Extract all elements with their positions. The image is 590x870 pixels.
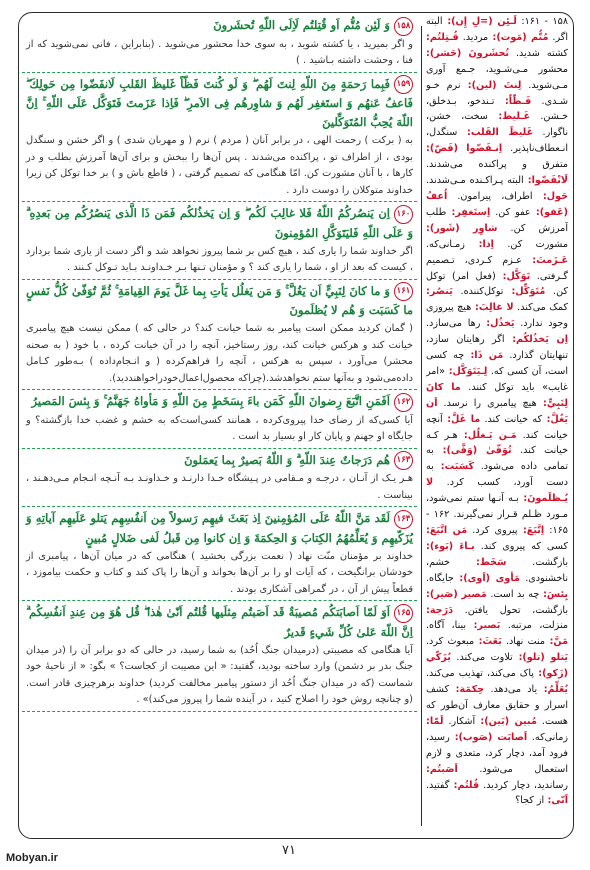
persian-translation: اگر خداوند شما را یاری کند ، هیچ کس بر شما پیروز نخواهد شد و اگر دست از یاری شما بردارد ، کیست که بعد از او ، شما را یاری کند ؟ و مؤمنان تـنها بـر خـداونـد بـاید تـوکل کـنند . bbox=[26, 245, 413, 273]
vocab-term: مُتُّم (مَوت): bbox=[488, 31, 549, 43]
vocab-definition: از کجا؟ bbox=[515, 795, 545, 807]
vocab-term: بَعَثَ: bbox=[474, 636, 502, 648]
vocab-term: لا غالِبَ: bbox=[471, 302, 514, 314]
vocab-term: حِكمَة: bbox=[449, 684, 485, 696]
vocab-term: مَنَّ: bbox=[545, 636, 568, 648]
vocab-definition: رساندید، دچار کردید. bbox=[479, 779, 568, 791]
vocab-term: مَن اتَّبَعَ: bbox=[426, 525, 468, 536]
vocab-term: اِن يَخذُلكُم: bbox=[504, 334, 568, 346]
verse-number-badge: ۱۶۵ bbox=[394, 604, 413, 623]
vocab-definition: هیچ پیروزی وجود ندارد. bbox=[426, 302, 568, 330]
vocab-definition: ۱۶۲ - ۱۶۵: bbox=[426, 509, 568, 536]
verse-block bbox=[22, 601, 417, 712]
vocab-definition: زمانی‌که. bbox=[527, 731, 568, 743]
vocab-definition: پاک می‌کند، تهذیب می‌کند. bbox=[426, 668, 534, 680]
vocab-definition: تـندخو، بـدخلق، خـشن. bbox=[426, 95, 568, 123]
arabic-verse bbox=[26, 451, 413, 471]
persian-translation: آیا هنگامی که مصیبتی (درمیدان جنگ اُحُد) به شما رسید، در حالی که دو برابر آن را (در میدان جنگ بدر بر دشمن) وارد ساخته بودید، گفتید: « این مصیبت از کجاست؟ » بگو: « از ناحیهٔ خود شماست (که در میدان جنگ اُحُد از دستور پیامبر مخالفت کردید) خداوند برهرچیزی قادر است. (و چنانچه روش خود را اصلاح کنید ، در آینده شما را پیروز می‌کند)» . bbox=[26, 644, 413, 705]
persian-translation: هـر یـک از آنـان ، درجـه و مـقامی در پـیشگاه خـدا دارنـد و خـداونـد بـه آنـچه انـجام مـی‌دهـند ، بیناست . bbox=[26, 473, 413, 501]
vocab-term: اِذا: bbox=[464, 238, 494, 250]
persian-translation: خداوند بر مؤمنان منّت نهاد ( نعمت بزرگی بخشید ) هنگامی که در میان آن‌ها ، پیامبری از خودشان برانگیخت ، که آیات او را بر آن‌ها بخواند و آن‌ها را پاک کند و کتاب و حکمت بیاموزد ، قطعاً پیش از آن ، در گمراهی آشکاری بودند . bbox=[26, 550, 413, 595]
arabic-verse bbox=[26, 603, 413, 642]
vocab-term: فَـظّاً: bbox=[494, 95, 532, 107]
vocab-definition: به دست آورد، کسب کرد. bbox=[426, 461, 568, 489]
vocab-definition: اطراف، پیرامون. bbox=[447, 190, 533, 202]
vocab-term: مَأوی (اَوی): bbox=[453, 572, 520, 584]
vocab-definition: آشکار. bbox=[443, 715, 476, 727]
vocab-definition: یاد می‌دهد. bbox=[484, 684, 538, 696]
vocab-definition: محشور مـی‌شـوید، جـمع آوری مـی‌شوید. bbox=[426, 63, 568, 91]
vocab-definition: البته پـراکـنده مـی‌شدند. bbox=[426, 175, 524, 187]
vocab-term: تُحشَرونَ (حَشر): bbox=[426, 47, 509, 59]
vocab-term: يُعَلِّمُ: bbox=[537, 684, 568, 696]
vocab-definition: منزلت، مرتبه. bbox=[500, 620, 568, 632]
persian-translation: به ( برکت ) رحمت الهی ، در برابر آنان ( مردم ) نرم ( و مهربان شدی ) و اگر خشن و سنگدل بودی ، از اطراف تو ، پراکنده می‌شدند . پس آن‌ها را ببخش و برای آن‌ها آمرزش بطلب و در کارها ، با آنان مشورت کن. امّا هنگامی که تصمیم گرفتی ، ( قاطع باش و ) بر خدا توکل کن زیرا خداوند متوکلان را دوست دارد . bbox=[26, 135, 413, 196]
vocabulary-column bbox=[426, 14, 568, 834]
verse-block bbox=[22, 507, 417, 601]
vocab-term: قُلتُم: bbox=[449, 779, 480, 791]
vocab-term: اَصابَت (صَوب): bbox=[449, 731, 528, 743]
persian-translation: ( گمان کردید ممکن است پیامبر به شما خیانت کند؟ در حالی که ) ممکن نیست هیچ پیامبری خیانت کند و هرکس خیانت کند، روز رستاخیز، آنچه را در آن خیانت کرده ، با خود ( به صحنه محشر) می‌آورد ، سپس به هرکس ، آنچه را فراهم‌کرده ( و انـجام‌داده ) بـه‌طور کـامل داده‌می‌شود و به‌آنها ستم نخواهد‌شد.(چراکه محصول‌اعمال‌خود‌را‌خواهند‌دید). bbox=[26, 323, 413, 384]
vocab-definition: سنگدل، انـعطاف‌ناپذیر. bbox=[426, 127, 568, 155]
vocab-definition: کشف اسرار و حقایق معارف آن‌طور که هست. bbox=[426, 684, 568, 727]
vocab-definition: مشورت کن. bbox=[493, 238, 568, 250]
vocab-term: بـاءَ (بَوء): bbox=[426, 540, 475, 552]
verse-number-badge: ۱۵۸ bbox=[394, 17, 413, 36]
arabic-verse-text: وَ ما كانَ لِنَبِيٍّ اَن يَغُلَّ ۚ وَ مَن يَغلُل يَأتِ بِما غَلَّ يَومَ القِيامَةِ ۚ ثُمَّ تُوَفّىٰ كُلُّ نَفسٍ ما كَسَبَت وَ هُم لا يُظلَمونَ bbox=[26, 283, 413, 317]
arabic-verse bbox=[26, 509, 413, 548]
vocab-term: لا يُـظلَمونَ: bbox=[426, 477, 568, 505]
vocab-definition: مبعوث کرد. bbox=[426, 636, 475, 648]
vocab-term: اَنّی: bbox=[544, 795, 568, 807]
vocab-definition: که خیانت کند. bbox=[480, 413, 543, 425]
vocab-definition: منت نهاد. bbox=[501, 636, 546, 648]
vocab-definition: کمک می‌کند. bbox=[513, 302, 568, 314]
vocab-term: بَصیر: bbox=[466, 620, 501, 632]
vocab-term: لَمّا: bbox=[426, 715, 444, 727]
vocab-term: مَصیر (صَیر): bbox=[426, 588, 487, 600]
vocab-definition: عفو کن. bbox=[490, 206, 531, 218]
vocab-term: يُزَكّي (زَكو): bbox=[426, 652, 568, 680]
vocab-term: مُبین (بَین): bbox=[475, 715, 537, 727]
vocab-term: لَانْفَضّوا: bbox=[523, 175, 568, 187]
arabic-verse-text: فَبِما رَحمَةٍ مِنَ اللّهِ لِنتَ لَهُم ۖ وَ لَو كُنتَ فَظّاً غَليظَ القَلبِ لَانفَضّوا مِن حَولِكَ ۖ فَاعفُ عَنهُم وَ استَغفِر لَهُم وَ شاوِرهُم فِى الاَمرِ ۖ فَاِذا عَزَمتَ فَتَوَكَّل عَلَى اللّهِ ۚ اِنَّ اللّهَ يُحِبُّ المُتَوَكِّلينَ bbox=[26, 76, 413, 129]
vocab-term: اَن يَغُلَّ: bbox=[426, 397, 568, 425]
vocab-definition: متفرق و پراکنده می‌شدند. bbox=[426, 159, 568, 171]
verse-block bbox=[22, 449, 417, 508]
vocab-definition: طلب آمرزش کن. bbox=[426, 206, 568, 234]
vocab-definition: مردید. bbox=[458, 31, 489, 43]
verse-number-badge: ۱۵۹ bbox=[394, 75, 413, 94]
verse-block bbox=[22, 390, 417, 449]
arabic-verse bbox=[26, 392, 413, 412]
vocab-definition: کشته شدید. bbox=[508, 47, 568, 59]
vocab-definition: «امر غایب» باید توکل کنند. bbox=[426, 365, 568, 393]
vocab-definition: بینا، آگاه. bbox=[426, 620, 467, 632]
verses-column bbox=[22, 14, 417, 836]
vocab-definition: هـر کـه خیانت کند. bbox=[426, 429, 568, 457]
vocab-term: لَـئِن (=لِ إِن): bbox=[442, 16, 517, 27]
vocab-term: اُعفُ (عَفو): bbox=[426, 190, 568, 218]
vocab-term: غَـلیظ: bbox=[487, 111, 531, 123]
verse-block bbox=[22, 73, 417, 203]
vocab-definition: آنچه خیانت کند. bbox=[426, 413, 568, 441]
vocab-term: مَن ذَا: bbox=[464, 350, 504, 362]
vocab-term: لِـيَتَوَكَّل: bbox=[444, 365, 488, 377]
vocab-definition: بازگشت. bbox=[506, 556, 568, 568]
arabic-verse-text: اَفَمَنِ اتَّبَعَ رِضوانَ اللّهِ كَمَن باءَ بِسَخَطٍ مِنَ اللّهِ وَ مَأواهُ جَهَنَّمُ ۚ وَ بِئسَ المَصيرُ bbox=[31, 394, 390, 408]
vocab-term: دَرَجة: bbox=[426, 604, 454, 616]
vocab-term: تَوَکَّل: bbox=[495, 270, 531, 282]
vocab-term: تُوَفّیٰ (وَفَّی): bbox=[433, 445, 512, 457]
vocab-term: غَلیظَ القَلب: bbox=[457, 127, 534, 139]
vocab-term: شاوِر (شَور): bbox=[426, 222, 498, 234]
verse-block bbox=[22, 202, 417, 280]
vocab-term: يَتلو (تلو): bbox=[512, 652, 568, 664]
arabic-verse-text: وَ لَئِن مُتُّم اَو قُتِلتُم لَاِلَى اللّهِ تُحشَرونَ bbox=[213, 18, 390, 32]
arabic-verse-text: اَوَ لَمّا اَصابَتكُم مُصيبَةٌ قَد اَصَبتُم مِثلَيها قُلتُم اَنّىٰ هٰذا ۖ قُل هُوَ مِن عِندِ اَنفُسِكُم ۗ اِنَّ اللّهَ عَلىٰ كُلِّ شَيءٍ قَديرٌ bbox=[26, 605, 413, 639]
vocab-definition: نرم خـو شـدی. bbox=[426, 79, 568, 107]
verse-number-badge: ۱۶۴ bbox=[394, 510, 413, 529]
vocab-term: ما كانَ لِنَبِيٍّ: bbox=[426, 381, 568, 409]
verse-number-badge: ۱۶۰ bbox=[394, 205, 413, 224]
arabic-verse-text: هُم دَرَجاتٌ عِندَ اللّهِ ۗ وَ اللّهُ بَصيرٌ بِما يَعمَلونَ bbox=[184, 452, 390, 467]
vocab-term: لِنتَ (لین): bbox=[460, 79, 522, 91]
vocab-term: عَـزَمتَ: bbox=[521, 254, 568, 266]
vocab-definition: پیروی کرد. bbox=[467, 525, 518, 536]
verse-number-badge: ۱۶۳ bbox=[394, 451, 413, 470]
arabic-verse bbox=[26, 16, 413, 36]
vocab-term: اِستَغفِر: bbox=[446, 206, 491, 218]
vocab-definition: عـزم کـردی، تـصمیم گـرفتی. bbox=[426, 254, 568, 282]
vocab-definition: چه کسی است، آن کسی که. bbox=[426, 350, 568, 377]
vocab-definition: سخت، خشن، ناگوار. bbox=[426, 111, 568, 139]
page-number: ۷۱ bbox=[282, 843, 296, 858]
arabic-verse bbox=[26, 282, 413, 321]
arabic-verse-text: اِن يَنصُركُمُ اللّهُ فَلا غالِبَ لَكُم ۖ وَ اِن يَخذُلكُم فَمَن ذَا الَّذى يَنصُرُكُم مِن بَعدِهِ ۗ وَ عَلَى اللّهِ فَليَتَوَكَّلِ المُؤمِنونَ bbox=[26, 206, 413, 240]
vocab-term: اِنـفَضّوا (فَضّ): bbox=[426, 143, 503, 155]
vocab-definition: زمـانی‌که. bbox=[426, 238, 465, 250]
vocab-definition: کسی که پیروی کند. bbox=[474, 540, 568, 552]
vocab-definition: خشم، ناخشنودی. bbox=[426, 556, 568, 584]
vocab-definition: رسید، فرود آمد، دچار کرد، متعدی و لازم استعمال می‌شود. bbox=[426, 731, 568, 775]
verse-number-badge: ۱۶۲ bbox=[394, 393, 413, 412]
vocab-term: يَخذُل: bbox=[480, 318, 515, 330]
vocab-term: كَسَبَت: bbox=[433, 461, 475, 473]
persian-translation: و اگر بمیرید ، یا کشته شوید ، به سوی خدا محشور می‌شوید . (بنابراین ، فانی نمی‌شوید که از فنا ، وحشت داشته بـاشید . ) bbox=[26, 38, 413, 66]
persian-translation: آیا کسی‌که از رضای خدا پیروی‌کرده ، همانند کسی‌است‌که به خشم و غضب خدا بازگشته؟ و جایگاه او جهنم و پایان کار او بسیار بد است . bbox=[26, 414, 413, 442]
vocab-definition: رها می‌سازد. bbox=[426, 318, 481, 330]
vocab-term: مُتَوَکِّل: bbox=[503, 286, 546, 298]
vocab-term: ما غَلَّ: bbox=[442, 413, 481, 425]
verse-block bbox=[22, 14, 417, 73]
vocab-term: بِئسَ: bbox=[539, 588, 568, 600]
vocab-definition: چه بد است. bbox=[486, 588, 540, 600]
vocab-definition: بـه آنـها ستم نمی‌شود، مـورد ظـلم قـرار نمی‌گیرند. bbox=[426, 493, 568, 521]
vocab-definition: بازگشت، تحول یافتن. bbox=[453, 604, 568, 616]
vocab-definition: توکل‌کننده. bbox=[452, 286, 504, 298]
vocab-definition: تلاوت می‌کند. bbox=[450, 652, 513, 664]
vocab-definition: (فعل امر) توکل کن. bbox=[426, 270, 568, 298]
vocab-term: قُـتِلتُم: bbox=[426, 31, 459, 43]
vocab-term: اِتَّبَعَ: bbox=[517, 525, 545, 536]
arabic-verse bbox=[26, 75, 413, 133]
vocab-term: اَصَبتُم: bbox=[426, 763, 458, 775]
vocab-definition: گفتید. bbox=[426, 779, 450, 791]
vocab-definition: اگر رهایتان سازد، تنهایتان گذارد. bbox=[426, 334, 568, 362]
vocab-term: مَـن يَـغلُل: bbox=[457, 429, 517, 441]
vocab-definition: ۱۵۸ - ۱۶۱: bbox=[516, 16, 568, 27]
verse-number-badge: ۱۶۱ bbox=[394, 282, 413, 301]
vocab-definition: به تمامی داده می‌شود. bbox=[426, 445, 568, 473]
column-divider bbox=[421, 26, 422, 826]
vocab-term: سَخَط: bbox=[449, 556, 507, 568]
vocab-definition: جایگاه. bbox=[426, 572, 454, 584]
vocab-term: حَول: bbox=[532, 190, 568, 202]
vocab-term: يَنصُر: bbox=[426, 286, 453, 298]
vocab-definition: البته اگر. bbox=[426, 16, 568, 43]
site-watermark: Mobyan.ir bbox=[6, 852, 58, 864]
arabic-verse-text: لَقَد مَنَّ اللّهُ عَلَى المُؤمِنينَ اِذ بَعَثَ فيهِم رَسولاً مِن اَنفُسِهِم يَتلو عَلَيهِم آياتِهِ وَ يُزَكّيهِم وَ يُعَلِّمُهُمُ الكِتابَ وَ الحِكمَةَ وَ اِن كانوا مِن قَبلُ لَفى ضَلالٍ مُبينٍ bbox=[26, 511, 413, 545]
vocab-definition: هیچ پیامبری را نرسد. bbox=[437, 397, 537, 409]
arabic-verse bbox=[26, 204, 413, 243]
verse-block bbox=[22, 280, 417, 391]
